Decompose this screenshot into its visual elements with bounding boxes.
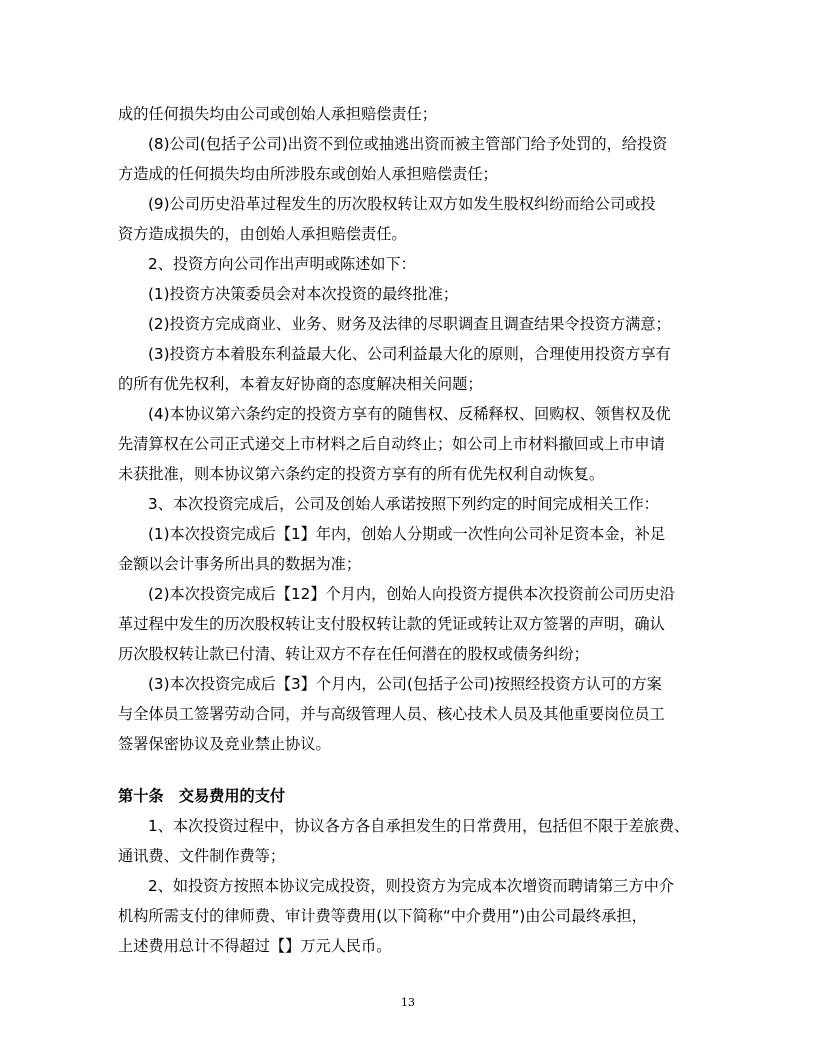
- text-line: 1、本次投资过程中，协议各方各自承担发生的日常费用，包括但不限于差旅费、: [148, 817, 690, 835]
- text-line: (3)投资方本着股东利益最大化、公司利益最大化的原则，合理使用投资方享有: [148, 345, 671, 363]
- text-line: 方造成的任何损失均由所涉股东或创始人承担赔偿责任；: [118, 165, 498, 183]
- text-line: (4)本协议第六条约定的投资方享有的随售权、反稀释权、回购权、领售权及优: [148, 405, 671, 423]
- section-heading: 第十条 交易费用的支付: [118, 787, 286, 805]
- text-line: (2)本次投资完成后【12】个月内，创始人向投资方提供本次投资前公司历史沿: [148, 585, 675, 603]
- text-line: (3)本次投资完成后【3】个月内，公司(包括子公司)按照经投资方认可的方案: [148, 675, 662, 693]
- text-line: (1)本次投资完成后【1】年内，创始人分期或一次性向公司补足资本金，补足: [148, 525, 666, 543]
- text-line: 签署保密协议及竞业禁止协议。: [118, 735, 331, 753]
- text-line: 机构所需支付的律师费、审计费等费用(以下简称“中介费用”)由公司最终承担，: [118, 907, 647, 925]
- text-line: 通讯费、文件制作费等；: [118, 847, 286, 865]
- text-line: 2、投资方向公司作出声明或陈述如下：: [148, 255, 416, 273]
- text-line: 与全体员工签署劳动合同，并与高级管理人员、核心技术人员及其他重要岗位员工: [118, 705, 665, 723]
- text-line: (9)公司历史沿革过程发生的历次股权转让双方如发生股权纠纷而给公司或投: [148, 195, 656, 213]
- text-line: 未获批准，则本协议第六条约定的投资方享有的所有优先权利自动恢复。: [118, 465, 604, 483]
- text-line: 历次股权转让款已付清、转让双方不存在任何潜在的股权或债务纠纷；: [118, 645, 589, 663]
- text-line: 3、本次投资完成后，公司及创始人承诺按照下列约定的时间完成相关工作：: [148, 495, 659, 513]
- text-line: 资方造成损失的，由创始人承担赔偿责任。: [118, 225, 407, 243]
- text-line: (8)公司(包括子公司)出资不到位或抽逃出资而被主管部门给予处罚的，给投资: [148, 135, 668, 153]
- text-line: 金额以会计事务所出具的数据为准；: [118, 555, 361, 573]
- text-line: 的所有优先权利，本着友好协商的态度解决相关问题；: [118, 375, 483, 393]
- text-line: 革过程中发生的历次股权转让支付股权转让款的凭证或转让双方签署的声明，确认: [118, 615, 665, 633]
- text-line: (2)投资方完成商业、业务、财务及法律的尽职调查且调查结果令投资方满意；: [148, 315, 671, 333]
- text-line: 2、如投资方按照本协议完成投资，则投资方为完成本次增资而聘请第三方中介: [148, 877, 675, 895]
- text-line: (1)投资方决策委员会对本次投资的最终批准；: [148, 285, 459, 303]
- page-number: 13: [401, 996, 415, 1009]
- text-line: 先清算权在公司正式递交上市材料之后自动终止；如公司上市材料撤回或上市申请: [118, 435, 665, 453]
- text-line: 成的任何损失均由公司或创始人承担赔偿责任；: [118, 105, 437, 123]
- text-line: 上述费用总计不得超过【】万元人民币。: [118, 937, 392, 955]
